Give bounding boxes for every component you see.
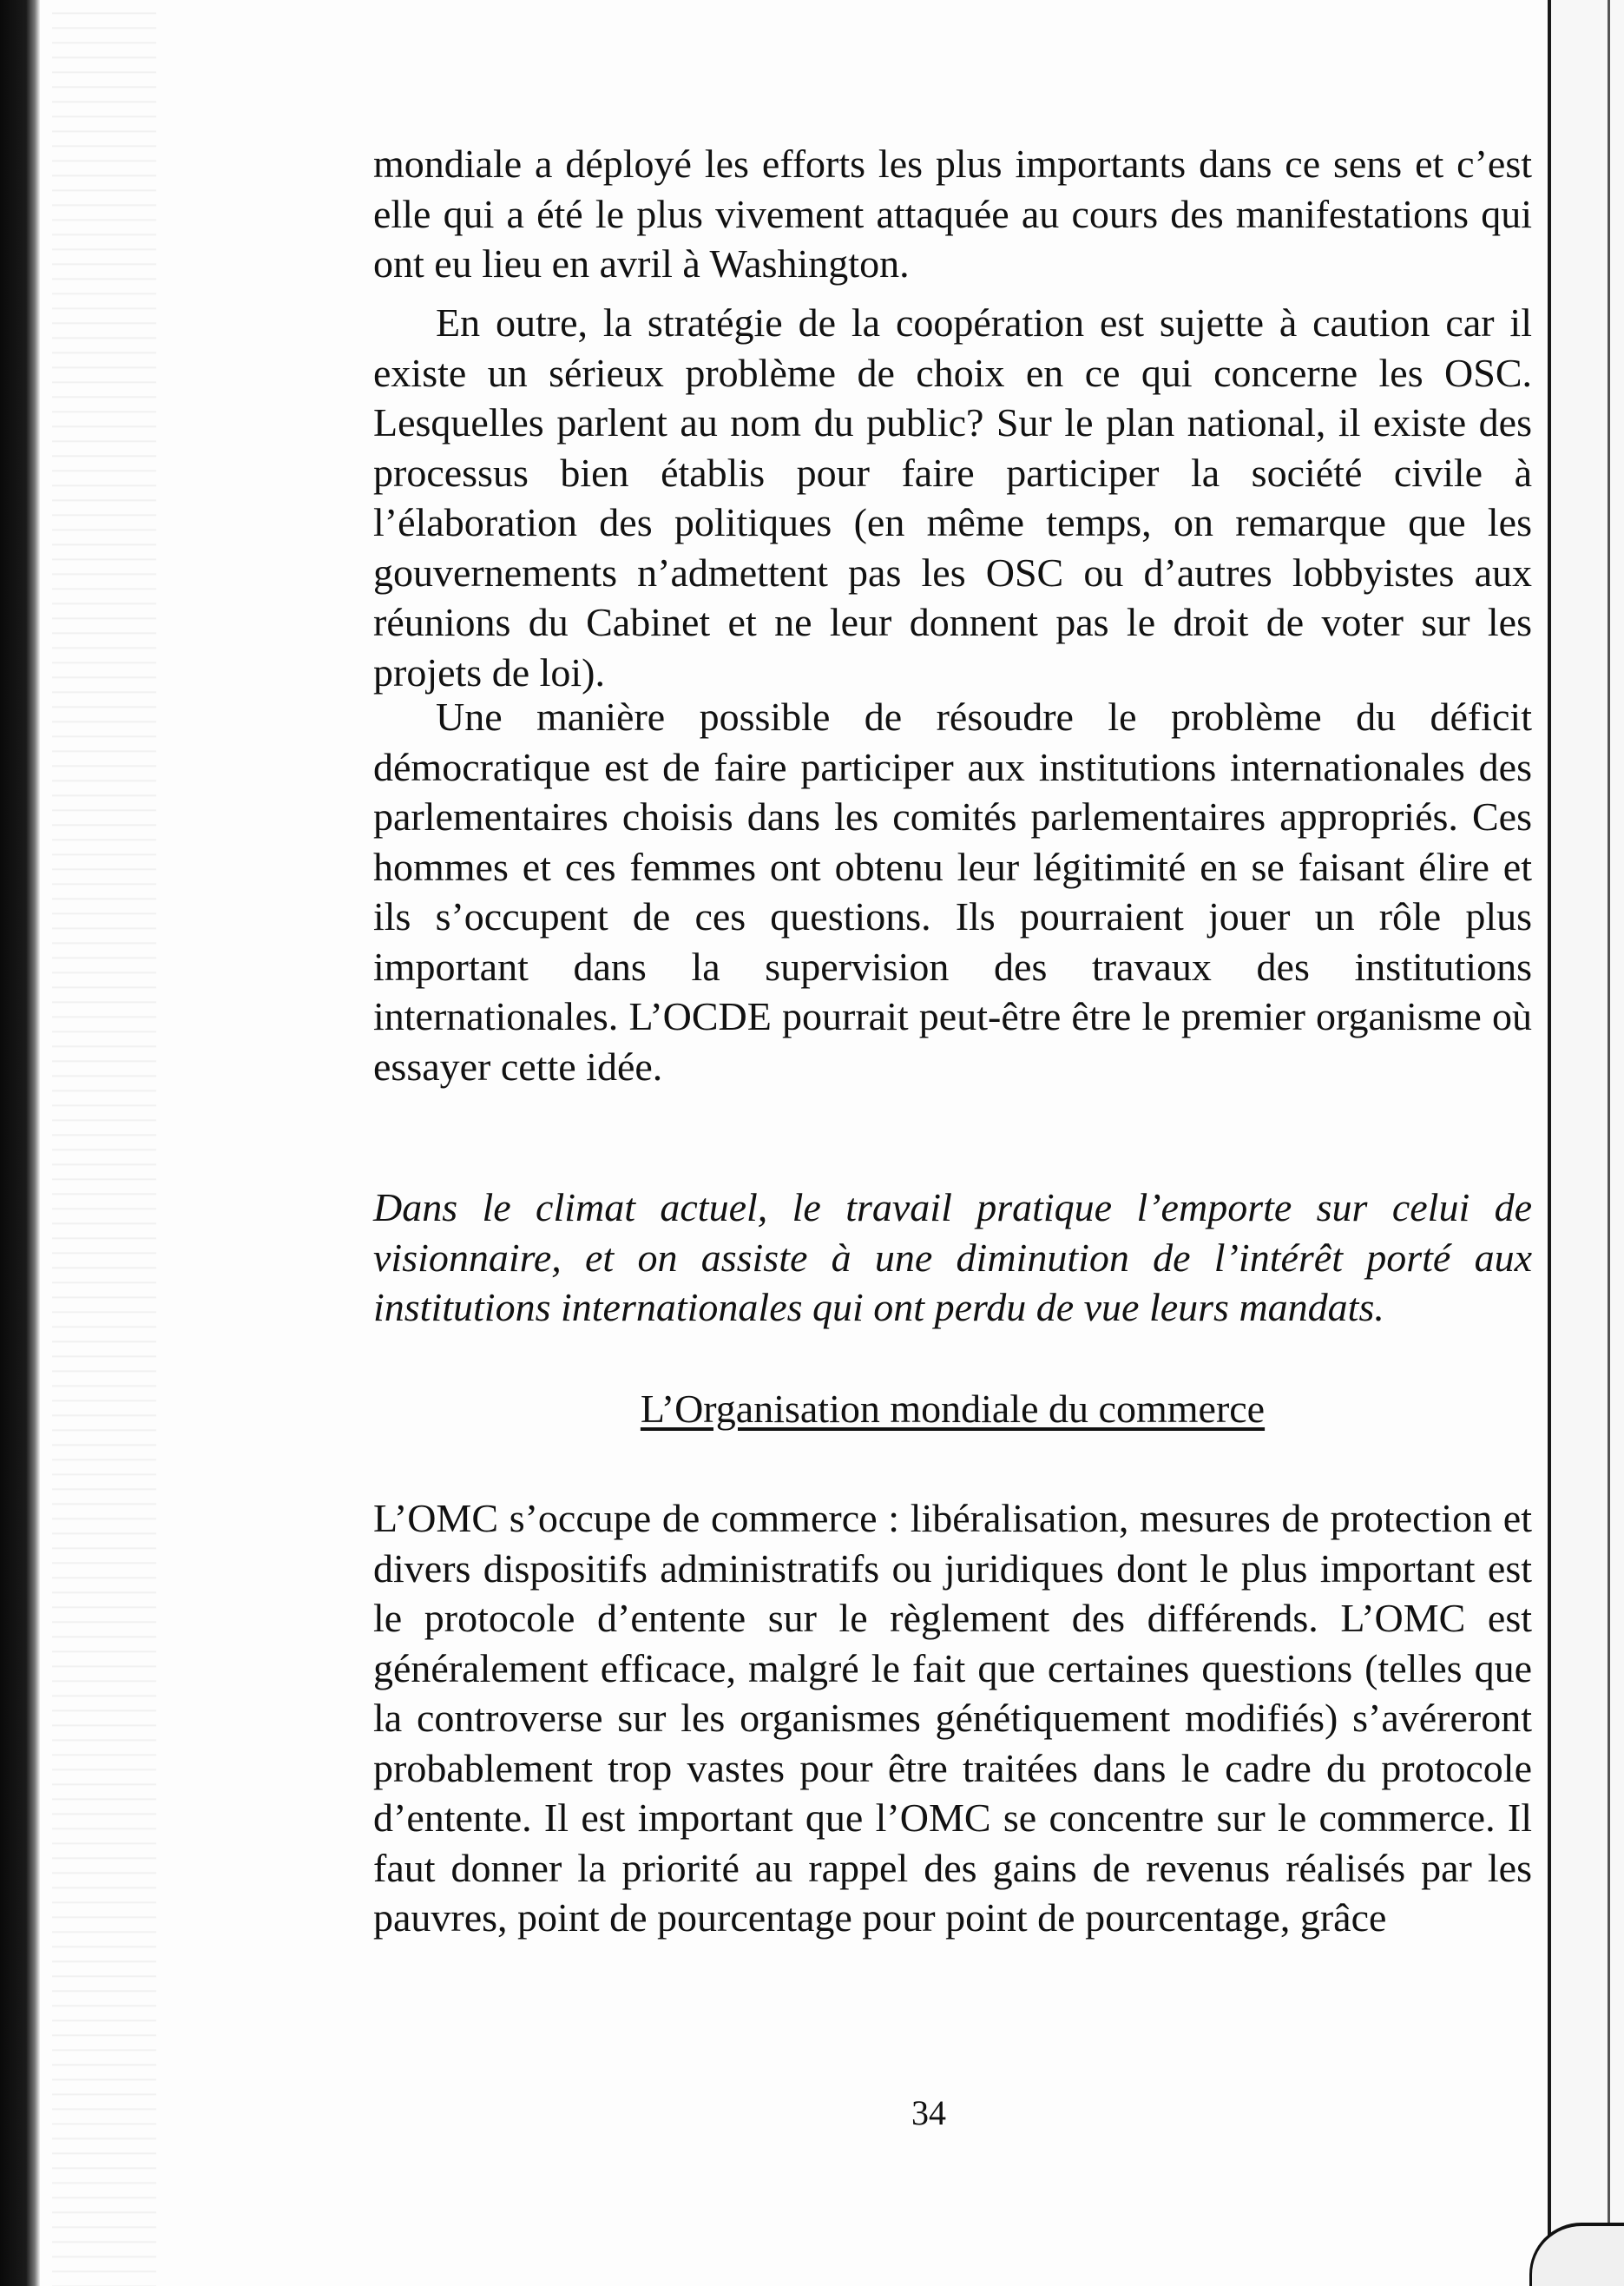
page-edge xyxy=(1551,0,1624,2286)
italic-summary: Dans le climat actuel, le travail pratique l’emporte sur celui de visionnaire, et on assiste à une diminution de l’intérêt porté aux institutions internationales qui ont perdu de vue leurs mandats. xyxy=(373,1185,1532,1329)
paragraph-1: mondiale a déployé les efforts les plus importants dans ce sens et c’est elle qui a été le plus vivement attaquée au cours des manifestations qui ont eu lieu en avril à Washington. xyxy=(373,142,1532,286)
paragraph-4: L’OMC s’occupe de commerce : libéralisation, mesures de protection et divers dispositifs administratifs ou juridiques dont le plus important est le protocole d’entente sur le règlement des différends. L’OMC est généralement efficace, malgré le fait que certaines questions (telles que la controverse sur les organismes génétiquement modifiés) s’avéreront probablement trop vastes pour être traitées dans le cadre du protocole d’entente. Il est important que l’OMC se concentre sur le commerce. Il faut donner la priorité au rappel des gains de revenus réalisés par les pauvres, point de pourcentage pour point de pourcentage, grâce xyxy=(373,1496,1532,1940)
page-border-line-outer xyxy=(1608,0,1610,2286)
page-border-line xyxy=(1548,0,1551,2286)
page-corner-curl xyxy=(1529,2223,1624,2286)
scan-noise xyxy=(52,0,156,2286)
paragraph-3: Une manière possible de résoudre le problème du déficit démocratique est de faire participer aux institutions internationales des parlementaires choisis dans les comités parlementaires appropriés. Ces hommes et ces femmes ont obtenu leur légitimité en se faisant élire et ils s’occupent de ces questions. Ils pourraient jouer un rôle plus important dans la supervision des travaux des institutions internationales. L’OCDE pourrait peut-être être le premier organisme où essayer cette idée. xyxy=(373,695,1532,1089)
binding-shadow xyxy=(0,0,40,2286)
paragraph-2: En outre, la stratégie de la coopération est sujette à caution car il existe un sérieux problème de choix en ce qui concerne les OSC. Lesquelles parlent au nom du public? Sur le plan national, il existe des processus bien établis pour faire participer la société civile à l’élaboration des politiques (en même temps, on remarque que les gouvernements n’admettent pas les OSC ou d’autres lobbyistes aux réunions du Cabinet et ne leur donnent pas le droit de voter sur les projets de loi). xyxy=(373,300,1532,695)
section-heading-text: L’Organisation mondiale du commerce xyxy=(640,1387,1266,1431)
page-number: 34 xyxy=(911,2093,946,2132)
section-heading xyxy=(373,1386,1532,1432)
